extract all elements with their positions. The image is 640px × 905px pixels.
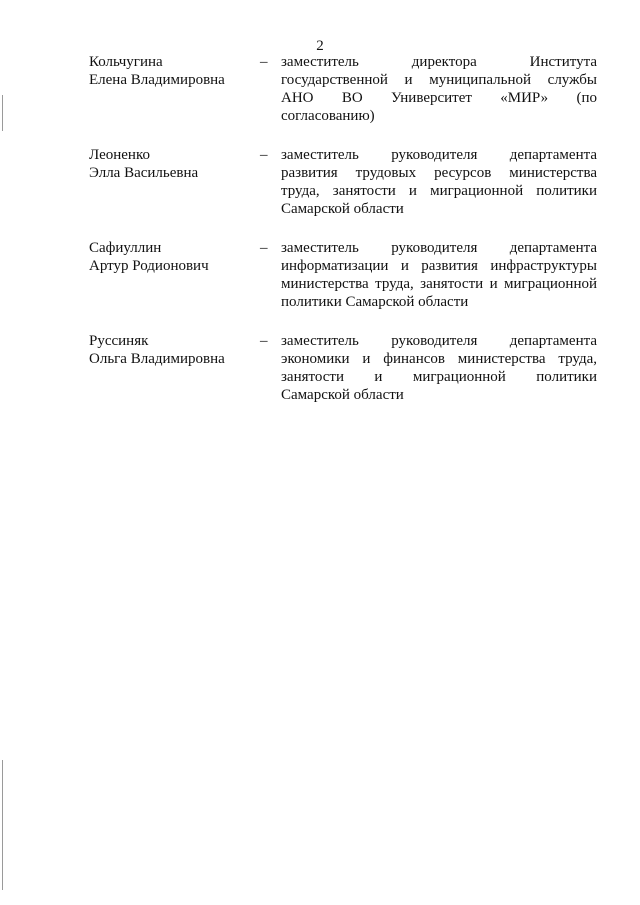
position-line: Самарской области: [281, 387, 404, 403]
dash-separator: –: [260, 333, 268, 349]
dash-separator: –: [260, 240, 268, 256]
position-line: заместитель руководителя департамента: [281, 147, 597, 163]
member-position: [281, 332, 597, 404]
position-line: Самарской области: [281, 201, 404, 217]
position-line: министерства труда, занятости и миграционной: [281, 276, 597, 292]
position-line: государственной и муниципальной службы: [281, 72, 597, 88]
position-line: занятости и миграционной политики: [281, 369, 597, 385]
member-surname: Руссиняк: [89, 333, 149, 349]
member-position: [281, 146, 597, 218]
member-surname: Кольчугина: [89, 54, 163, 70]
position-line: экономики и финансов министерства труда,: [281, 351, 597, 367]
member-name: [89, 53, 260, 125]
dash-separator: –: [260, 54, 268, 70]
member-given-names: Елена Владимировна: [89, 72, 225, 88]
position-line: политики Самарской области: [281, 294, 469, 310]
position-line: развития трудовых ресурсов министерства: [281, 165, 597, 181]
position-line: информатизации и развития инфраструктуры: [281, 258, 597, 274]
page-number: 2: [316, 38, 324, 54]
member-given-names: Элла Васильевна: [89, 165, 199, 181]
member-entry: [89, 332, 597, 404]
member-name: [89, 332, 260, 404]
member-entry: [89, 239, 597, 311]
member-surname: Леоненко: [89, 147, 150, 163]
member-list: [89, 53, 597, 425]
member-name: [89, 239, 260, 311]
member-entry: [89, 146, 597, 218]
dash-separator: –: [260, 147, 268, 163]
position-line: АНО ВО Университет «МИР» (по: [281, 90, 597, 106]
member-position: [281, 239, 597, 311]
position-line: согласованию): [281, 108, 375, 124]
scan-edge-line: [2, 95, 3, 131]
position-line: заместитель руководителя департамента: [281, 240, 597, 256]
scan-edge-line: [2, 760, 3, 890]
member-name: [89, 146, 260, 218]
member-given-names: Артур Родионович: [89, 258, 209, 274]
member-position: [281, 53, 597, 125]
position-line: заместитель директора Института: [281, 54, 597, 70]
position-line: заместитель руководителя департамента: [281, 333, 597, 349]
position-line: труда, занятости и миграционной политики: [281, 183, 597, 199]
member-given-names: Ольга Владимировна: [89, 351, 225, 367]
member-surname: Сафиуллин: [89, 240, 162, 256]
member-entry: [89, 53, 597, 125]
